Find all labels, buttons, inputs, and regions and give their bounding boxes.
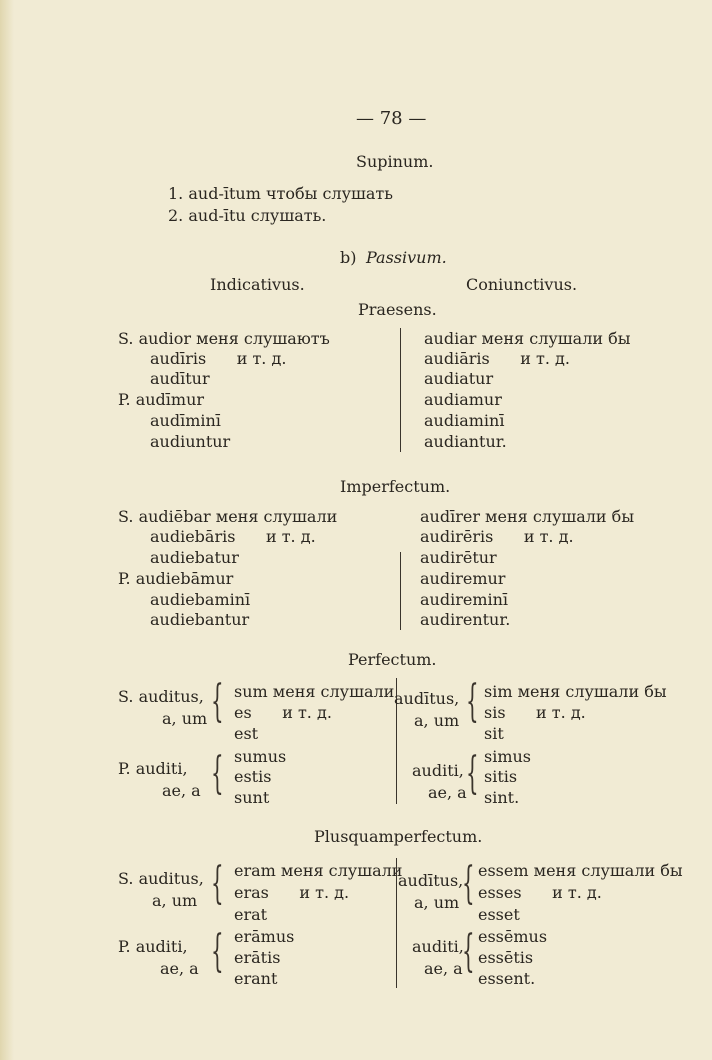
plusquam-left-sg-form-0: eram меня слушали xyxy=(234,861,403,880)
perfectum-right-sg-brace: { xyxy=(466,676,479,727)
praesens-left-2: audītur xyxy=(150,369,210,388)
plusquam-right-sg-subject: audītus, xyxy=(398,871,464,890)
plusquam-right-pl-subject: auditi, xyxy=(412,937,464,956)
imperfectum-divider xyxy=(400,552,401,630)
praesens-right-2: audiatur xyxy=(424,369,494,388)
perfectum-left-pl-subject: P. auditi, xyxy=(118,759,188,778)
perfectum-right-pl-form-0: simus xyxy=(484,747,532,766)
plusquam-left-pl-brace: { xyxy=(211,926,224,977)
imperfectum-right-2: audirētur xyxy=(420,548,497,567)
imperfectum-left-1: audiebāris и т. д. xyxy=(150,527,316,546)
supinum-heading: Supinum. xyxy=(356,152,434,171)
perfectum-right-sg-subject: audītus, xyxy=(394,689,460,708)
plusquam-right-sg-brace: { xyxy=(462,858,475,909)
plusquam-left-sg-form-2: erat xyxy=(234,905,268,924)
praesens-right-4: audiaminī xyxy=(424,411,505,430)
plusquam-left-pl-form-0: erāmus xyxy=(234,927,295,946)
supinum-line-2: 2. aud-ītu слушать. xyxy=(168,206,327,225)
passive-label: b) xyxy=(340,248,357,267)
plusquam-left-pl-endings: ae, a xyxy=(160,959,199,978)
plusquam-right-pl-brace: { xyxy=(462,926,475,977)
plusquam-right-sg-form-0: essem меня слушали бы xyxy=(478,861,683,880)
perfectum-right-pl-form-2: sint. xyxy=(484,788,520,807)
plusquam-left-sg-subject: S. auditus, xyxy=(118,869,204,888)
supinum-line-1: 1. aud-ītum чтобы слушать xyxy=(168,184,393,203)
perfectum-left-sg-endings: a, um xyxy=(162,709,208,728)
plusquam-left-sg-endings: a, um xyxy=(152,891,198,910)
praesens-divider xyxy=(400,328,401,452)
perfectum-left-sg-form-1: es и т. д. xyxy=(234,703,332,722)
praesens-left-3: P. audīmur xyxy=(118,390,205,409)
plusquam-heading: Plusquamperfectum. xyxy=(314,827,483,846)
perfectum-left-sg-brace: { xyxy=(211,676,224,727)
imperfectum-right-0: audīrer меня слушали бы xyxy=(420,507,635,526)
perfectum-left-pl-form-2: sunt xyxy=(234,788,270,807)
plusquam-left-pl-form-2: erant xyxy=(234,969,278,988)
perfectum-right-sg-form-2: sit xyxy=(484,724,504,743)
imperfectum-left-3: P. audiebāmur xyxy=(118,569,234,588)
perfectum-left-sg-form-2: est xyxy=(234,724,259,743)
perfectum-left-pl-form-0: sumus xyxy=(234,747,287,766)
perfectum-heading: Perfectum. xyxy=(348,650,437,669)
plusquam-left-sg-brace: { xyxy=(211,858,224,909)
imperfectum-right-5: audirentur. xyxy=(420,610,511,629)
plusquam-right-pl-form-1: essētis xyxy=(478,948,534,967)
perfectum-left-sg-subject: S. auditus, xyxy=(118,687,204,706)
plusquam-right-pl-endings: ae, a xyxy=(424,959,463,978)
passive-title: Passivum. xyxy=(366,248,447,267)
perfectum-right-sg-form-1: sis и т. д. xyxy=(484,703,586,722)
plusquam-left-pl-form-1: erātis xyxy=(234,948,281,967)
plusquam-divider xyxy=(396,858,397,988)
praesens-right-0: audiar меня слушали бы xyxy=(424,329,631,348)
perfectum-right-pl-subject: auditi, xyxy=(412,761,464,780)
imperfectum-right-1: audirēris и т. д. xyxy=(420,527,574,546)
perfectum-right-pl-form-1: sitis xyxy=(484,767,518,786)
praesens-right-3: audiamur xyxy=(424,390,502,409)
plusquam-right-sg-form-1: esses и т. д. xyxy=(478,883,602,902)
praesens-heading: Praesens. xyxy=(358,300,437,319)
perfectum-left-pl-endings: ae, a xyxy=(162,781,201,800)
indicativus-heading: Indicativus. xyxy=(210,275,305,294)
praesens-left-0: S. audior меня слушаютъ xyxy=(118,329,330,348)
page-edge xyxy=(0,0,14,1060)
plusquam-right-sg-endings: a, um xyxy=(414,893,460,912)
praesens-left-4: audīminī xyxy=(150,411,221,430)
plusquam-right-pl-form-2: essent. xyxy=(478,969,536,988)
perfectum-left-pl-form-1: estis xyxy=(234,767,272,786)
plusquam-left-sg-form-1: eras и т. д. xyxy=(234,883,350,902)
perfectum-right-pl-brace: { xyxy=(466,748,479,799)
imperfectum-heading: Imperfectum. xyxy=(340,477,451,496)
perfectum-right-sg-endings: a, um xyxy=(414,711,460,730)
perfectum-right-sg-form-0: sim меня слушали бы xyxy=(484,682,667,701)
praesens-left-1: audīris и т. д. xyxy=(150,349,287,368)
praesens-right-5: audiantur. xyxy=(424,432,507,451)
praesens-right-1: audiāris и т. д. xyxy=(424,349,570,368)
imperfectum-right-4: audireminī xyxy=(420,590,509,609)
plusquam-right-sg-form-2: esset xyxy=(478,905,520,924)
coniunctivus-heading: Coniunctivus. xyxy=(466,275,578,294)
plusquam-right-pl-form-0: essēmus xyxy=(478,927,548,946)
page-number: — 78 — xyxy=(356,108,427,129)
perfectum-left-sg-form-0: sum меня слушали xyxy=(234,682,395,701)
praesens-left-5: audiuntur xyxy=(150,432,231,451)
imperfectum-left-0: S. audiēbar меня слушали xyxy=(118,507,338,526)
imperfectum-left-2: audiebatur xyxy=(150,548,239,567)
imperfectum-right-3: audiremur xyxy=(420,569,506,588)
imperfectum-left-5: audiebantur xyxy=(150,610,250,629)
plusquam-left-pl-subject: P. auditi, xyxy=(118,937,188,956)
perfectum-left-pl-brace: { xyxy=(211,748,224,799)
perfectum-right-pl-endings: ae, a xyxy=(428,783,467,802)
imperfectum-left-4: audiebaminī xyxy=(150,590,251,609)
